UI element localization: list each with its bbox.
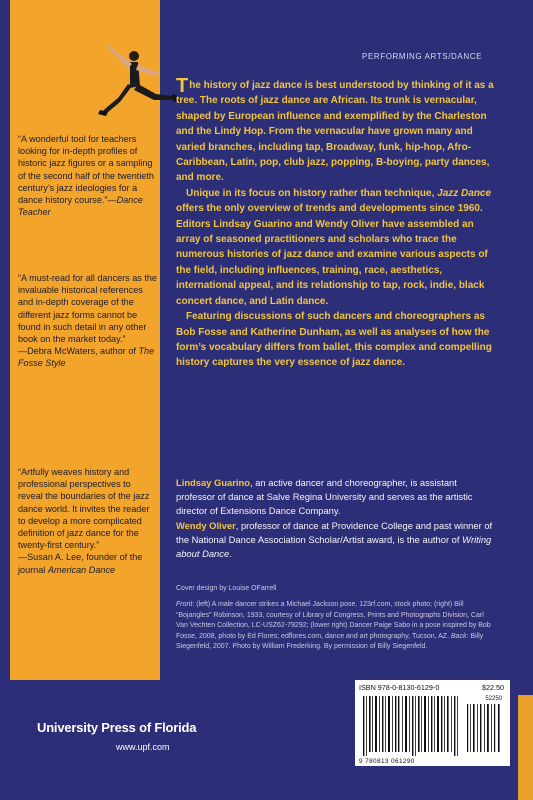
quote-author: —Susan A. Lee, founder of the journal <box>18 552 143 575</box>
credit-text: : (left) A male dancer strikes a Michael Jackson pose. 123rf.com, stock photo; (right) Bill “Bojangles” Robinson, 1933, courtesy of Library of Congress, Prints and Photographs Division, Carl Van Vechten Collection, LC-USZ62-79292; (lower right) Dancer Paige Sabo in a pose inspired by Bob Fosse, 2008, photo by Ed Flores; edflores.com, dance and art photography, Tucson, AZ. <box>176 601 491 640</box>
author-bio-text: , professor of dance at Providence College and past winner of the National Dance Association Scholar/Artist award, is the author of <box>176 519 493 545</box>
author-bio-text: , an active dancer and choreographer, is assistant professor of dance at Salve Regina University and serves as the artistic director of Extensions Dance Company. <box>176 477 473 517</box>
right-accent-bar <box>518 695 533 800</box>
credit-text: : Billy Siegenfeld, 2007. Photo by William Frederking. By permission of Billy Siegenfeld. <box>176 632 484 651</box>
left-edge-strip <box>0 0 10 680</box>
paragraph-text: he history of jazz dance is best understood by thinking of it as a tree. The roots of jazz dance are African. Its trunk is vernacular, shaped by European influence and exemplified by the Charleston and the Lindy Hop. From the vernacular have grown many and varied branches, including tap, Broadway, funk, hip-hop, Afro-Caribbean, Latin, pop, club jazz, popping, B-boying, party dances, and more. <box>176 80 494 184</box>
book-title: Jazz Dance <box>437 187 492 199</box>
barcode-number: 9 780813 061290 <box>359 758 415 765</box>
publisher-website: www.upf.com <box>116 742 170 752</box>
quote-source: Dance Teacher <box>18 195 143 218</box>
quote-source: The Fosse Style <box>18 346 155 369</box>
category-label: PERFORMING ARTS/DANCE <box>362 52 483 61</box>
description <box>176 75 496 371</box>
credit-label: Front <box>176 601 193 608</box>
author-bio-oliver <box>176 519 496 562</box>
quote-dance-teacher <box>18 133 158 218</box>
description-paragraph-1 <box>176 75 496 186</box>
quote-susan-lee <box>18 466 158 576</box>
paragraph-text: offers the only overview of trends and developments since 1960. Editors Lindsay Guarino and Wendy Oliver have assembled an array of seasoned practitioners and scholars who trace the numerous histories of jazz dance and examine various aspects of the field, including influences, training, race, aesthetics, international appeal, and its relationship to tap, rock, indie, black concert dance, and Latin dance. <box>176 203 488 307</box>
book-title: Writing about Dance <box>176 533 492 560</box>
quote-author: —Debra McWaters, author of <box>18 346 139 357</box>
author-name: Wendy Oliver <box>176 519 236 531</box>
author-bio-guarino <box>176 476 496 519</box>
barcode-bars <box>355 680 510 766</box>
quote-attribution <box>18 345 158 369</box>
dancer-photo <box>90 38 180 138</box>
paragraph-text: Featuring discussions of such dancers and choreographers as Bob Fosse and Katherine Dunham, as well as analyses of how the form’s vocabulary differs from ballet, this complex and compelling history captures the very essence of jazz dance. <box>176 311 492 369</box>
isbn: ISBN 978-0-8130-6129-0 <box>359 683 440 692</box>
description-paragraph-2 <box>176 186 496 309</box>
paragraph-text: Unique in its focus on history rather than technique, <box>186 187 438 199</box>
photo-credits <box>176 600 496 653</box>
quote-attribution <box>18 551 158 575</box>
author-bios <box>176 476 496 561</box>
price-code: 52250 <box>485 696 502 702</box>
credit-label: Back <box>450 632 467 640</box>
quote-text: “A wonderful tool for teachers looking for in-depth profiles of historic jazz figures or a sampling of the second half of the twentieth century’s jazz ideologies for a dance history course.”— <box>18 134 154 206</box>
author-name: Lindsay Guarino <box>176 477 250 488</box>
cover-design-credit: Cover design by Louise OFarrell <box>176 585 277 592</box>
quote-debra-mcwaters <box>18 272 158 370</box>
quote-source: American Dance <box>47 564 116 575</box>
quote-text: “Artfully weaves history and professional perspectives to reveal the boundaries of the jazz dance world. It invites the reader to develop a more complicated definition of jazz dance for the twenty-first century.” <box>18 467 150 551</box>
publisher-name: University Press of Florida <box>37 720 197 735</box>
price: $22.50 <box>482 683 504 692</box>
description-paragraph-3 <box>176 309 496 371</box>
barcode <box>355 680 510 766</box>
drop-cap: T <box>176 75 189 97</box>
quote-text: “A must-read for all dancers as the invaluable historical references and in-depth coverage of the different jazz forms cannot be found in such detail in any other book on the market today.” <box>18 273 157 345</box>
author-bio-text: . <box>229 548 232 560</box>
